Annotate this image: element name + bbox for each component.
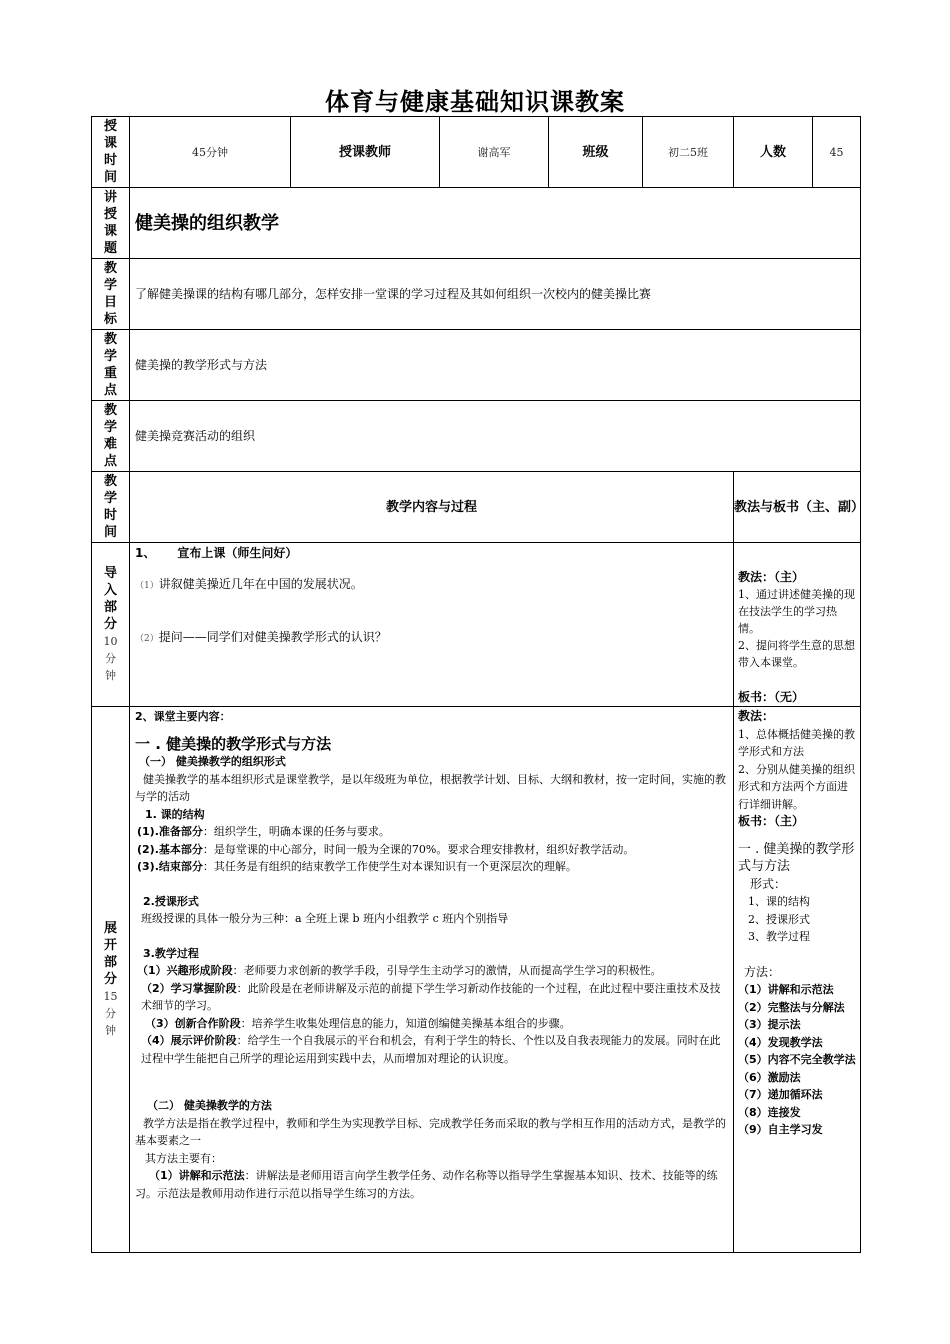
count-value: 45 — [813, 117, 861, 188]
row-main — [92, 707, 861, 1253]
row-schedule — [92, 117, 861, 188]
label-difficulty: 教 学 难 点 — [92, 401, 130, 472]
document-title: 体育与健康基础知识课教案 — [325, 88, 625, 116]
row-goal — [92, 259, 861, 330]
label-class-time: 授 课 时 间 — [92, 117, 130, 188]
class-label: 班级 — [549, 117, 643, 188]
label-main: 展 开 部 分 15 分 钟 — [92, 707, 130, 1253]
lesson-plan-table — [91, 116, 865, 1253]
label-topic: 讲 授 课 题 — [92, 188, 130, 259]
intro-content: 1、 宣布上课（师生问好） （1）讲叙健美操近几年在中国的发展状况。 （2）提问——同学们对健美操教学形式的认识？ — [130, 543, 734, 707]
teacher-label: 授课教师 — [291, 117, 440, 188]
focus-value: 健美操的教学形式与方法 — [130, 330, 861, 401]
label-focus: 教 学 重 点 — [92, 330, 130, 401]
main-content: 2、课堂主要内容： 一 . 健美操的教学形式与方法 （一） 健美操教学的组织形式 健美操教学的基本组织形式是课堂教学，是以年级班为单位，根据教学计划、目标、大纲和教材，按一定时间，实施的教与学的活动 1. 课的结构 (1).准备部分：组织学生，明确本课的任务与要求。 (2).基本部分：是每堂课的中心部分，时间一般为全课的70%。要求合理安排教材，组织好教学活动。 (3).结束部分：其任务是有组织的结束教学工作使学生对本课知识有一个更深层次的理解。 2.授课形式 班级授课的具体一般分为三种：a 全班上课 b 班内小组教学 c 班内个别指导 3.教学过程 （1）兴趣形成阶段：老师要力求创新的教学手段，引导学生主动学习的激情，从而提高学生学习的积极性。 （2）学习掌握阶段：此阶段是在老师讲解及示范的前提下学生学习新动作技能的一个过程，在此过程中要注重技术及技术细节的学习。 （3）创新合作阶段：培养学生收集处理信息的能力，知道创编健美操基本组合的步骤。 （4）展示评价阶段：给学生一个自我展示的平台和机会，有利于学生的特长、个性以及自我表现能力的发展。同时在此过程中学生能把自己所学的理论运用到实践中去，从而增加对理论的认识度。 （二） 健美操教学的方法 教学方法是指在教学过程中，教师和学生为实现教学目标、完成教学任务而采取的教与学相互作用的活动方式，是教学的基本要素之一 其方法主要有： （1）讲解和示范法：讲解法是老师用语言向学生教学任务、动作名称等以指导学生掌握基本知识、技术、技能等的练习。示范法是教师用动作进行示范以指导学生练习的方法。 — [130, 707, 734, 1253]
main-method: 教法： 1、总体概括健美操的教学形式和方法 2、分别从健美操的组织形式和方法两个方面进行详细讲解。 板书：（主） 一 . 健美操的教学形式与方法 形式： 1、课的结构 2、授课形式 3、教学过程 方法： （1）讲解和示范法 （2）完整法与分解法 （3）提示法 （4）发现教学法 （5）内容不完全教学法 （6）激励法 （7）递加循环法 （8）连接发 （9）自主学习发 — [734, 707, 861, 1253]
count-label: 人数 — [734, 117, 813, 188]
row-intro — [92, 543, 861, 707]
label-intro: 导 入 部 分 10 分 钟 — [92, 543, 130, 707]
row-topic — [92, 188, 861, 259]
topic-value: 健美操的组织教学 — [130, 188, 861, 259]
goal-value: 了解健美操课的结构有哪几部分，怎样安排一堂课的学习过程及其如何组织一次校内的健美操比赛 — [130, 259, 861, 330]
method-header: 教法与板书（主、副） — [734, 472, 861, 543]
row-timing-header — [92, 472, 861, 543]
difficulty-value: 健美操竞赛活动的组织 — [130, 401, 861, 472]
label-timing: 教 学 时 间 — [92, 472, 130, 543]
duration-value: 45分钟 — [130, 117, 291, 188]
teacher-value: 谢高军 — [440, 117, 549, 188]
content-header: 教学内容与过程 — [130, 472, 734, 543]
row-focus — [92, 330, 861, 401]
row-difficulty — [92, 401, 861, 472]
label-goal: 教 学 目 标 — [92, 259, 130, 330]
class-value: 初二5班 — [643, 117, 734, 188]
intro-method: 教法：（主） 1、通过讲述健美操的现在技法学生的学习热情。 2、提问将学生意的思想带入本课堂。 板书：（无） — [734, 543, 861, 707]
